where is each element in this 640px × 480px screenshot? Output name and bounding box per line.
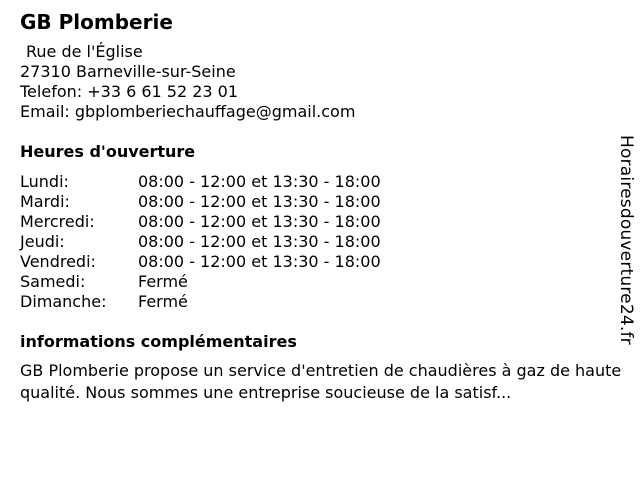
info-title: informations complémentaires xyxy=(20,332,297,351)
day-label: Lundi: xyxy=(20,172,69,191)
hours-title: Heures d'ouverture xyxy=(20,142,196,161)
address-street: Rue de l'Église xyxy=(26,42,143,61)
hours-value: Fermé xyxy=(138,292,188,311)
business-name: GB Plomberie xyxy=(20,10,173,34)
day-label: Mercredi: xyxy=(20,212,95,231)
hours-value: 08:00 - 12:00 et 13:30 - 18:00 xyxy=(138,252,381,271)
day-label: Samedi: xyxy=(20,272,86,291)
day-label: Vendredi: xyxy=(20,252,96,271)
hours-row xyxy=(20,232,620,252)
address-city: 27310 Barneville-sur-Seine xyxy=(20,62,236,81)
day-label: Jeudi: xyxy=(20,232,65,251)
email-line: Email: gbplomberiechauffage@gmail.com xyxy=(20,102,356,121)
hours-row xyxy=(20,292,620,312)
day-label: Mardi: xyxy=(20,192,70,211)
site-watermark: Horairesdouverture24.fr xyxy=(616,135,636,345)
hours-row xyxy=(20,172,620,192)
business-card xyxy=(20,10,620,404)
hours-row xyxy=(20,192,620,212)
hours-value: 08:00 - 12:00 et 13:30 - 18:00 xyxy=(138,232,381,251)
hours-row xyxy=(20,252,620,272)
hours-value: 08:00 - 12:00 et 13:30 - 18:00 xyxy=(138,172,381,191)
phone-line: Telefon: +33 6 61 52 23 01 xyxy=(20,82,239,101)
day-label: Dimanche: xyxy=(20,292,107,311)
hours-row xyxy=(20,212,620,232)
hours-value: 08:00 - 12:00 et 13:30 - 18:00 xyxy=(138,212,381,231)
hours-value: Fermé xyxy=(138,272,188,291)
info-description: GB Plomberie propose un service d'entretien de chaudières à gaz de haute qualité. Nous sommes une entreprise soucieuse de la satisf... xyxy=(20,361,622,402)
hours-value: 08:00 - 12:00 et 13:30 - 18:00 xyxy=(138,192,381,211)
hours-row xyxy=(20,272,620,292)
hours-table xyxy=(20,172,620,312)
